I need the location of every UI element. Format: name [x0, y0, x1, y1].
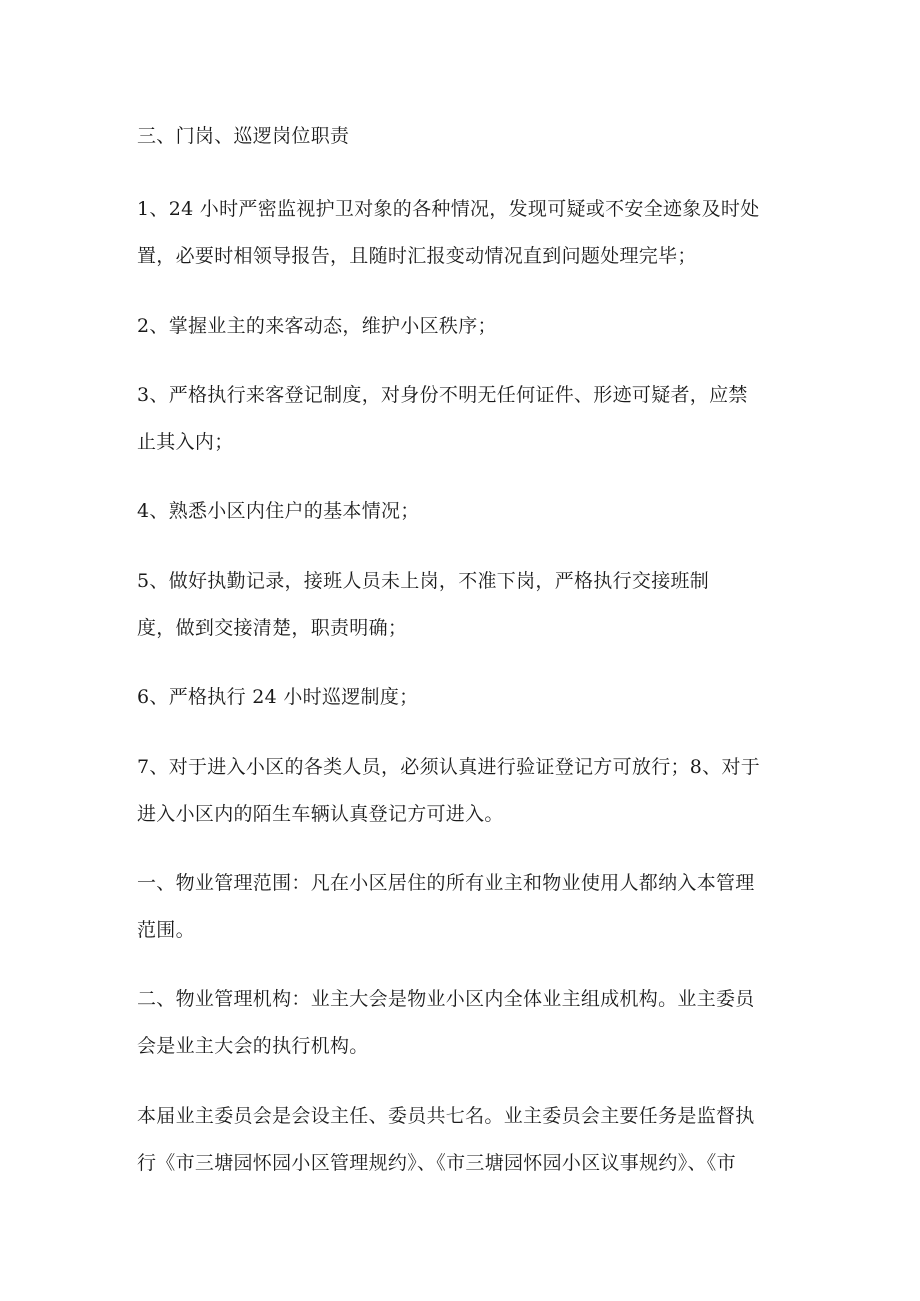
paragraph-line: 行《市三塘园怀园小区管理规约》、《市三塘园怀园小区议事规约》、《市 — [137, 1152, 736, 1174]
paragraph-line: 5、做好执勤记录，接班人员未上岗，不准下岗，严格执行交接班制 — [137, 570, 710, 592]
paragraph-line: 6、严格执行 24 小时巡逻制度； — [137, 686, 419, 708]
paragraph-line: 一、物业管理范围：凡在小区居住的所有业主和物业使用人都纳入本管理 — [137, 872, 755, 894]
paragraph-line: 1、24 小时严密监视护卫对象的各种情况，发现可疑或不安全迹象及时处 — [137, 198, 760, 220]
paragraph-line: 3、严格执行来客登记制度，对身份不明无任何证件、形迹可疑者，应禁 — [137, 384, 748, 406]
paragraph-line: 范围。 — [137, 919, 195, 941]
paragraph-line: 2、掌握业主的来客动态，维护小区秩序； — [137, 315, 497, 337]
paragraph-line: 本届业主委员会是会设主任、委员共七名。业主委员会主要任务是监督执 — [137, 1105, 755, 1127]
paragraph-line: 二、物业管理机构：业主大会是物业小区内全体业主组成机构。业主委员 — [137, 988, 755, 1010]
paragraph-line: 进入小区内的陌生车辆认真登记方可进入。 — [137, 803, 504, 825]
section-heading: 三、门岗、巡逻岗位职责 — [137, 125, 350, 147]
paragraph-line: 7、对于进入小区的各类人员，必须认真进行验证登记方可放行；8、对于 — [137, 756, 761, 778]
paragraph-line: 置，必要时相领导报告，且随时汇报变动情况直到问题处理完毕； — [137, 245, 697, 267]
paragraph-line: 会是业主大会的执行机构。 — [137, 1035, 369, 1057]
paragraph-line: 止其入内； — [137, 431, 234, 453]
paragraph-line: 度，做到交接清楚，职责明确； — [137, 617, 408, 639]
paragraph-line: 4、熟悉小区内住户的基本情况； — [137, 500, 420, 522]
